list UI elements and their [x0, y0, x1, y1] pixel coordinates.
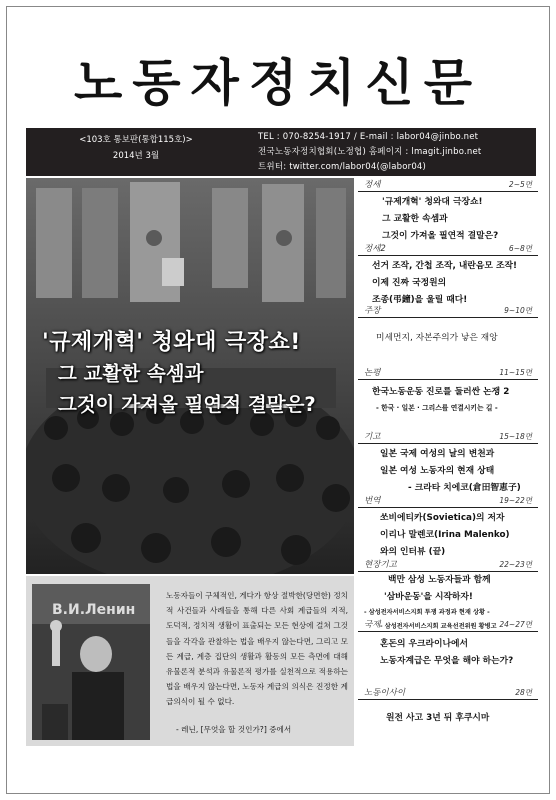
toc-line: 선거 조작, 간첩 조작, 내란음모 조작!: [372, 261, 517, 271]
toc-section-label: 기고: [364, 432, 381, 442]
contact-org: 전국노동자정치협회(노정협) 홈페이지 : lmagit.jinbo.net: [258, 147, 482, 157]
toc-line: 이제 진짜 국정원의: [372, 278, 447, 288]
cover-headline: [42, 328, 352, 420]
toc-line: '규제개혁' 청와대 극장쇼!: [382, 197, 483, 207]
contact-tel: TEL : 070-8254-1917 / E-mail : labor04@jinbo.net: [258, 132, 479, 142]
headline-sub-1: 그 교활한 속셈과: [58, 362, 204, 385]
toc-pages: 6~8면: [508, 244, 532, 253]
toc-pages: 15~18면: [499, 432, 532, 441]
toc-line: '삼바운동'을 시작하자!: [384, 592, 473, 602]
lenin-poster: [32, 584, 150, 740]
toc-line: 한국노동운동 진로를 둘러싼 논쟁 2: [372, 387, 510, 397]
toc-line: 그 교활한 속셈과: [382, 214, 448, 224]
toc-line: 노동자계급은 무엇을 해야 하는가?: [380, 656, 514, 666]
toc-line: 원전 사고 3년 뒤 후쿠시마: [386, 713, 490, 723]
toc-pages: 9~10면: [504, 306, 532, 315]
contact-twitter: 트위터: twitter.com/labor04(@labor04): [258, 162, 427, 172]
info-bar: [26, 128, 536, 176]
toc-line: 조종(弔鐘)을 울릴 때다!: [372, 295, 468, 305]
cover-photo: [26, 178, 354, 574]
toc-section-label: 정세: [364, 180, 381, 190]
issue-number: <103호 통보판(통합115호)>: [79, 135, 193, 145]
toc-pages: 24~27면: [499, 620, 532, 629]
toc-line: 와의 인터뷰 (끝): [380, 547, 446, 557]
issue-date: 2014년 3월: [112, 151, 160, 161]
toc-section-label: 번역: [364, 496, 381, 506]
toc-section-1: [358, 178, 538, 245]
toc-line: - 한국 · 일본 · 그리스를 연결시키는 길 -: [376, 404, 498, 412]
toc-line: 일본 여성 노동자의 현재 상태: [380, 466, 495, 476]
toc-section-5: [358, 430, 538, 497]
quote-source: - 레닌, [무엇을 할 것인가?] 중에서: [176, 725, 292, 734]
toc-section-label: 노동이사이: [364, 688, 406, 698]
toc-section-8: [358, 618, 538, 670]
toc-section-4: [358, 366, 538, 415]
toc-pages: 22~23면: [499, 560, 532, 569]
newspaper-title: 노동자정치신문: [73, 54, 483, 112]
toc-line: 백만 삼성 노동자들과 함께: [388, 575, 491, 585]
poster-lettering: В.И.Ленин: [52, 602, 136, 618]
contact-info: [258, 130, 481, 175]
toc-line: - 크라타 치에코(倉田智恵子): [408, 483, 521, 493]
toc-section-9: [358, 686, 538, 727]
toc-line: - 삼성전자서비스지회 투쟁 과정과 현재 상황 -: [364, 609, 490, 616]
toc-pages: 11~15면: [499, 368, 532, 377]
toc-section-label: 국제: [364, 620, 381, 630]
toc-section-label: 논평: [364, 368, 381, 378]
issue-info: [26, 132, 246, 164]
toc-section-3: [358, 304, 538, 347]
toc-line: 미세먼지, 자본주의가 낳은 재앙: [376, 333, 498, 343]
toc-section-6: [358, 494, 538, 561]
toc-section-label: 현장기고: [364, 560, 397, 570]
table-of-contents: [358, 178, 538, 758]
toc-line: - 삼성전자서비스지회 교육선전위원 황병고: [380, 623, 497, 630]
toc-line: 혼돈의 우크라이나에서: [380, 639, 469, 649]
toc-pages: 2~5면: [508, 180, 532, 189]
toc-line: 그것이 가져올 필연적 결말은?: [382, 231, 499, 241]
toc-section-2: [358, 242, 538, 309]
quote-box: [26, 576, 354, 746]
toc-pages: 19~22면: [499, 496, 532, 505]
headline-main: '규제개혁' 청와대 극장쇼!: [42, 330, 301, 355]
lenin-poster-illustration: [32, 584, 150, 740]
headline-sub-2: 그것이 가져올 필연적 결말은?: [58, 393, 316, 416]
toc-section-label: 주장: [364, 306, 381, 316]
toc-pages: 28면: [515, 688, 532, 697]
toc-line: 쏘비에티카(Sovietica)의 저자: [380, 513, 505, 523]
toc-section-label: 정세2: [364, 244, 386, 254]
masthead: [28, 40, 528, 126]
toc-line: 일본 국제 여성의 날의 변천과: [380, 449, 495, 459]
lenin-quote: 노동자들이 구체적인, 게다가 항상 절박한(당면한) 정치적 사건들과 사례들을 통해 다른 사회 계급들의 지적, 도덕적, 정치적 생활이 표출되는 모든 현상에 걸쳐 그것들을 각각을 관찰하는 법을 배우지 않는다면, 그리고 모든 계급, 계층 집단의 생활과 활동의 모든 측면에 대해 유물론적 분석과 유물론적 평가를 실천적으로 적용하는 법을 배우지 않는다면, 노동자 계급의 의식은 진정한 계급의식이 될 수 없다.: [166, 591, 348, 707]
toc-line: 이리나 말렌코(Irina Malenko): [380, 530, 510, 540]
